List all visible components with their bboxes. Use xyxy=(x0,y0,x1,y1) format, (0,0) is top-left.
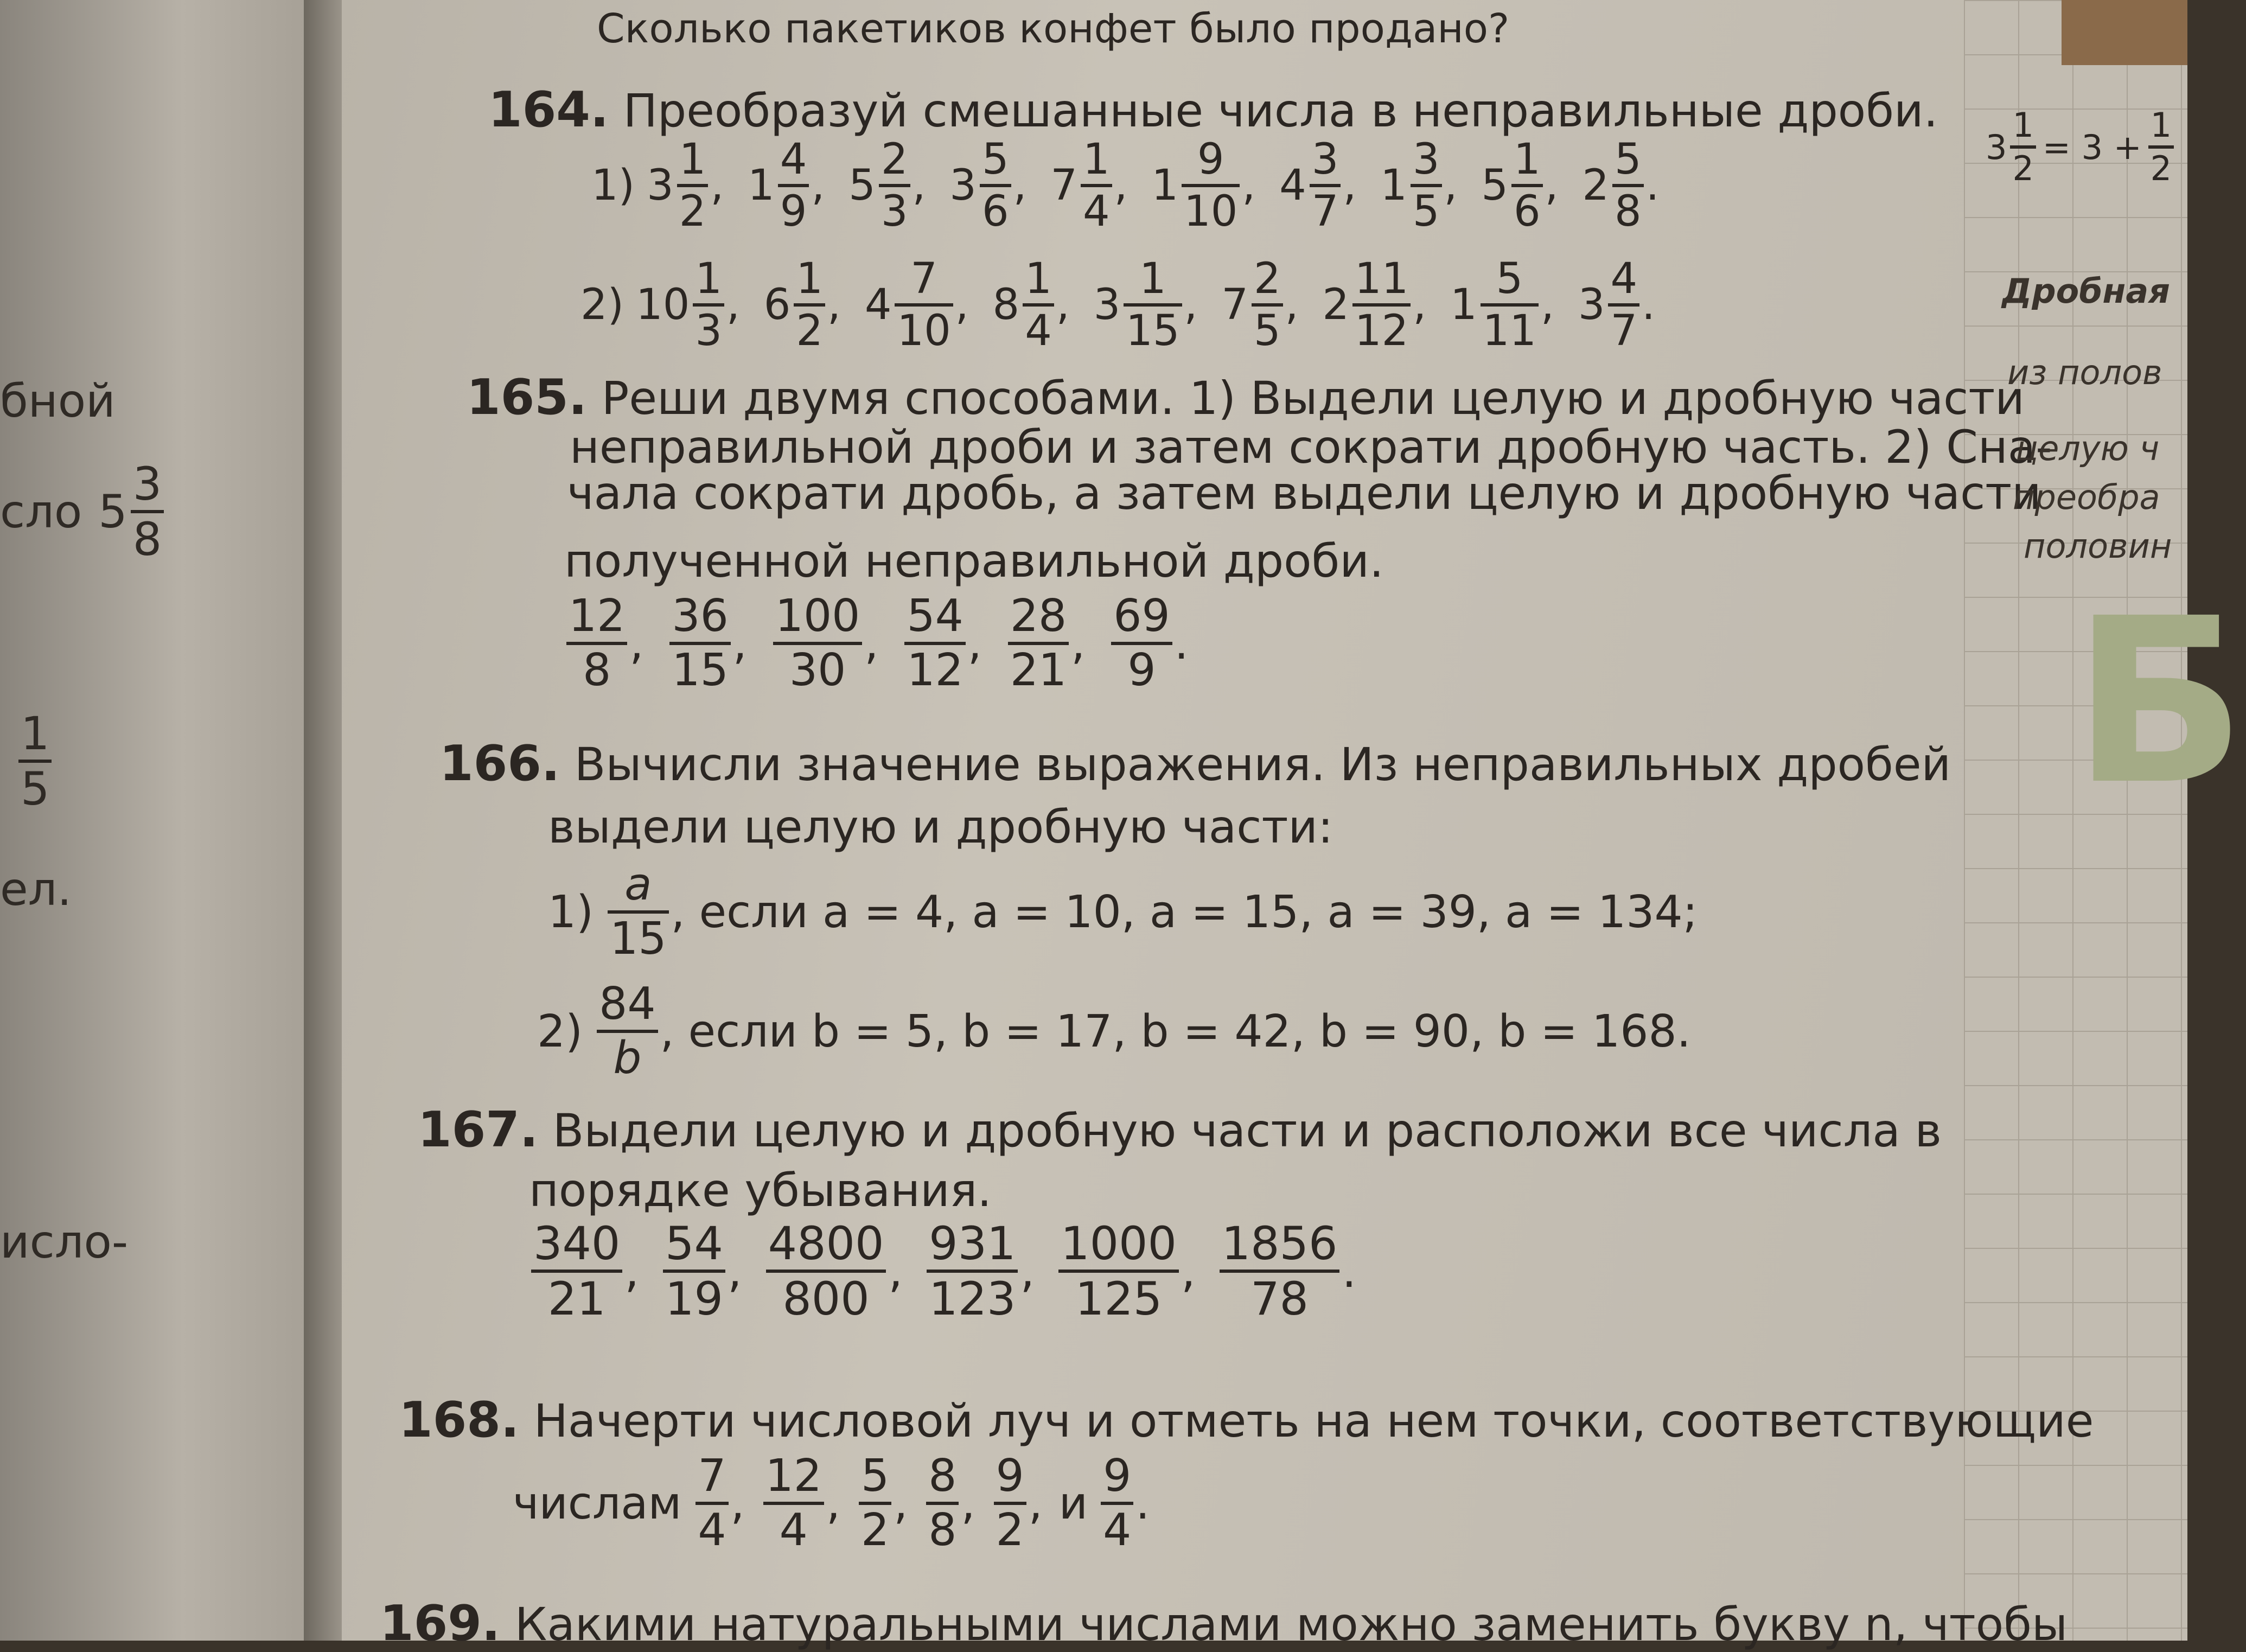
numerator: 9 xyxy=(1197,135,1224,184)
numerator: a xyxy=(624,859,652,910)
whole: 6 xyxy=(763,280,791,329)
task-169-text: Какими натуральными числами можно заменить букву n, чтобы xyxy=(514,1598,2068,1651)
numerator: 1 xyxy=(1513,135,1541,184)
denominator: 30 xyxy=(789,645,846,696)
fraction xyxy=(859,1450,891,1556)
mixed-number xyxy=(848,135,912,236)
task-166-text-1: Вычисли значение выражения. Из неправильных дробей xyxy=(574,738,1951,791)
numerator: 2 xyxy=(880,135,908,184)
denominator: 8 xyxy=(583,645,611,696)
numerator: 54 xyxy=(665,1217,723,1270)
mixed-number xyxy=(1221,254,1285,355)
margin-mixed-number xyxy=(1986,105,2038,188)
improper-fraction xyxy=(773,590,863,696)
comma: , xyxy=(1114,161,1128,210)
whole: 2 xyxy=(1582,161,1610,210)
task-165-line-4: полученной неправильной дроби. xyxy=(564,534,1384,588)
denominator: 2 xyxy=(861,1504,890,1556)
task-164-text: Преобразуй смешанные числа в неправильные дроби. xyxy=(623,84,1938,137)
denominator: 2 xyxy=(2012,149,2034,188)
improper-fraction xyxy=(1008,590,1069,696)
whole: 3 xyxy=(1986,127,2007,167)
comma: , xyxy=(894,1477,908,1529)
left-mixed-whole: 5 xyxy=(98,485,127,538)
comma: , xyxy=(710,161,724,210)
mixed-number xyxy=(1380,135,1444,236)
numerator: 11 xyxy=(1355,254,1409,303)
mixed-number xyxy=(1093,254,1184,355)
numerator: 1 xyxy=(1083,135,1110,184)
left-mixed-frac xyxy=(131,457,164,566)
mixed-number xyxy=(1151,135,1242,236)
denominator: 125 xyxy=(1075,1272,1163,1325)
task-number-166: 166. xyxy=(439,735,560,792)
fraction-part xyxy=(879,135,910,236)
numerator: 5 xyxy=(1496,254,1523,303)
numerator: 12 xyxy=(765,1450,822,1502)
task-165-line-2: неправильной дроби и затем сократи дробную часть. 2) Сна- xyxy=(570,420,2052,474)
denominator: 6 xyxy=(1513,187,1541,236)
fraction-part xyxy=(1310,135,1341,236)
fraction-part xyxy=(1411,135,1442,236)
denominator: 8 xyxy=(132,513,162,566)
margin-frac-rhs xyxy=(2148,105,2174,188)
task-166-line-1 xyxy=(439,735,1951,792)
end-period: . xyxy=(1174,617,1189,669)
numerator: 1 xyxy=(2012,105,2034,145)
improper-fraction xyxy=(669,590,730,696)
fraction-part xyxy=(1608,254,1639,355)
numerator: 4 xyxy=(780,135,807,184)
mixed-number xyxy=(1578,254,1642,355)
end-period: . xyxy=(1642,280,1655,329)
denominator: 4 xyxy=(1083,187,1110,236)
whole: 1 xyxy=(1450,280,1477,329)
fraction-part xyxy=(794,254,825,355)
end-period: . xyxy=(1645,161,1660,210)
fraction-84-over-b xyxy=(597,978,658,1084)
book-gutter xyxy=(304,0,342,1641)
denominator: 4 xyxy=(779,1504,808,1556)
fraction-part xyxy=(1511,135,1543,236)
denominator: 10 xyxy=(1184,187,1238,236)
left-page xyxy=(0,0,304,1641)
numerator: 9 xyxy=(996,1450,1024,1502)
denominator: 19 xyxy=(665,1272,723,1325)
numerator: 7 xyxy=(698,1450,726,1502)
denominator: 15 xyxy=(610,913,667,965)
comma: , xyxy=(727,1245,742,1298)
item-1-condition: , если a = 4, a = 10, a = 15, a = 39, a = 134; xyxy=(671,886,1698,938)
denominator: 21 xyxy=(547,1272,606,1325)
comma: , xyxy=(624,1245,640,1298)
whole: 5 xyxy=(1481,161,1508,210)
numerator: 36 xyxy=(672,590,729,642)
numerator: 4800 xyxy=(768,1217,884,1270)
numerator: 1000 xyxy=(1061,1217,1177,1270)
denominator: 12 xyxy=(1355,307,1409,355)
denominator: 4 xyxy=(1025,307,1052,355)
numerator: 3 xyxy=(132,457,162,511)
margin-note-2: из полов xyxy=(2007,353,2162,392)
mixed-number xyxy=(949,135,1013,236)
numerator: 1 xyxy=(1139,254,1166,303)
task-number-169: 169. xyxy=(380,1595,501,1652)
fraction-part xyxy=(1081,135,1112,236)
numerator: 100 xyxy=(775,590,860,642)
denominator: 2 xyxy=(996,1504,1024,1556)
margin-frac xyxy=(2010,105,2036,188)
task-165-line-1 xyxy=(467,369,2025,426)
comma: , xyxy=(811,161,825,210)
task-167-line-1 xyxy=(418,1101,1942,1158)
task-166-item-2 xyxy=(537,978,1691,1084)
fraction-part xyxy=(1481,254,1539,355)
comma: , xyxy=(726,280,740,329)
numerator: 1 xyxy=(2150,105,2172,145)
numerator: 3 xyxy=(1311,135,1339,184)
task-number-165: 165. xyxy=(467,369,588,426)
comma: , xyxy=(629,617,644,669)
comma: , xyxy=(1413,280,1427,329)
denominator: 9 xyxy=(1127,645,1156,696)
task-number-164: 164. xyxy=(488,81,609,138)
denominator: 8 xyxy=(928,1504,957,1556)
whole: 7 xyxy=(1221,280,1248,329)
comma: , xyxy=(732,617,747,669)
comma: , xyxy=(1285,280,1299,329)
numerator: 2 xyxy=(1253,254,1281,303)
task-169-line-1 xyxy=(380,1595,2068,1652)
denominator: 12 xyxy=(907,645,964,696)
margin-note-5: половин xyxy=(2024,526,2172,566)
fraction-part xyxy=(1124,254,1182,355)
fraction-part xyxy=(1612,135,1644,236)
conjunction-and: и xyxy=(1058,1477,1088,1529)
whole: 4 xyxy=(1279,161,1306,210)
row-label: 2) xyxy=(580,280,624,329)
fraction xyxy=(1101,1450,1133,1556)
task-167-text-1: Выдели целую и дробную части и расположи все числа в xyxy=(552,1104,1942,1157)
denominator: 4 xyxy=(1103,1504,1132,1556)
row-label: 1) xyxy=(591,161,635,210)
improper-fraction xyxy=(1111,590,1172,696)
comma: , xyxy=(1545,161,1559,210)
improper-fraction xyxy=(766,1217,886,1325)
mixed-number xyxy=(864,254,955,355)
denominator: 15 xyxy=(1126,307,1180,355)
margin-formula xyxy=(1986,105,2176,188)
margin-note-1: Дробная xyxy=(2002,271,2170,311)
numerator: 5 xyxy=(981,135,1009,184)
denominator: 78 xyxy=(1250,1272,1309,1325)
task-167-fractions xyxy=(529,1217,1378,1325)
denominator: 800 xyxy=(782,1272,870,1325)
fraction-part xyxy=(980,135,1011,236)
comma: , xyxy=(1181,1245,1196,1298)
left-fragment-5: исло- xyxy=(0,1215,129,1268)
corner-decoration xyxy=(2062,0,2187,65)
fraction-part xyxy=(693,254,724,355)
whole: 4 xyxy=(864,280,892,329)
task-167-line-2: порядке убывания. xyxy=(529,1164,992,1217)
numerator: 1856 xyxy=(1221,1217,1338,1270)
item-2-condition: , если b = 5, b = 17, b = 42, b = 90, b = 168. xyxy=(660,1005,1691,1057)
task-number-168: 168. xyxy=(399,1392,520,1449)
comma: , xyxy=(961,1477,975,1529)
mixed-number xyxy=(748,135,811,236)
left-fragment-4: ел. xyxy=(0,863,72,916)
denominator: 123 xyxy=(929,1272,1016,1325)
fraction-part xyxy=(1252,254,1283,355)
whole: 1 xyxy=(1151,161,1179,210)
numerator: 5 xyxy=(861,1450,890,1502)
mixed-number xyxy=(763,254,827,355)
denominator: 7 xyxy=(1311,187,1339,236)
denominator: 5 xyxy=(1253,307,1281,355)
mixed-number xyxy=(647,135,710,236)
comma: , xyxy=(955,280,969,329)
improper-fraction xyxy=(663,1217,725,1325)
comma: , xyxy=(1028,1477,1043,1529)
mixed-number xyxy=(1322,254,1413,355)
numerator: 9 xyxy=(1103,1450,1132,1502)
fraction-part xyxy=(1352,254,1411,355)
header-line: Сколько пакетиков конфет было продано? xyxy=(597,5,1510,52)
denominator: 21 xyxy=(1010,645,1067,696)
denominator: 2 xyxy=(2150,149,2172,188)
whole: 3 xyxy=(949,161,977,210)
numerator: 12 xyxy=(569,590,626,642)
left-fraction xyxy=(16,707,54,815)
task-164-heading xyxy=(488,81,1938,138)
item-label: 1) xyxy=(548,886,594,938)
task-166-line-2: выдели целую и дробную части: xyxy=(548,800,1333,853)
task-165-text-1: Реши двумя способами. 1) Выдели целую и дробную части xyxy=(601,372,2025,425)
denominator: 5 xyxy=(1412,187,1440,236)
whole: 8 xyxy=(992,280,1020,329)
whole: 3 xyxy=(647,161,674,210)
comma: , xyxy=(888,1245,903,1298)
end-period: . xyxy=(1342,1245,1357,1298)
denominator: 2 xyxy=(679,187,706,236)
denominator: 9 xyxy=(780,187,807,236)
whole: 3 xyxy=(1578,280,1605,329)
improper-fraction xyxy=(1220,1217,1340,1325)
comma: , xyxy=(864,617,879,669)
task-165-fractions xyxy=(564,590,1213,696)
task-166-item-1 xyxy=(548,859,1698,965)
numerator: 340 xyxy=(533,1217,621,1270)
comma: , xyxy=(1444,161,1458,210)
fraction-part xyxy=(677,135,709,236)
fraction xyxy=(763,1450,824,1556)
comma: , xyxy=(730,1477,745,1529)
comma: , xyxy=(967,617,982,669)
whole: 5 xyxy=(848,161,876,210)
comma: , xyxy=(1071,617,1086,669)
left-frac-1-5 xyxy=(18,707,52,815)
numerator: 54 xyxy=(907,590,964,642)
comma: , xyxy=(1541,280,1554,329)
comma: , xyxy=(1020,1245,1035,1298)
task-168-prefix: числам xyxy=(513,1477,682,1529)
numerator: 69 xyxy=(1113,590,1170,642)
task-168-line-1 xyxy=(399,1392,2094,1449)
mixed-number xyxy=(1450,254,1541,355)
task-164-row-1 xyxy=(591,135,1683,236)
numerator: 1 xyxy=(695,254,722,303)
improper-fraction xyxy=(927,1217,1018,1325)
mixed-number xyxy=(1481,135,1545,236)
denominator: 2 xyxy=(796,307,824,355)
task-number-167: 167. xyxy=(418,1101,539,1158)
mixed-number xyxy=(992,254,1056,355)
comma: , xyxy=(1343,161,1357,210)
fraction xyxy=(696,1450,728,1556)
task-168-text-1: Начерти числовой луч и отметь на нем точки, соответствующие xyxy=(533,1394,2094,1447)
numerator: 3 xyxy=(1412,135,1440,184)
mixed-number xyxy=(1279,135,1343,236)
whole: 7 xyxy=(1050,161,1078,210)
whole: 3 xyxy=(1093,280,1121,329)
comma: , xyxy=(827,280,841,329)
margin-note-4: преобра xyxy=(2013,477,2160,517)
numerator: 1 xyxy=(679,135,706,184)
numerator: 7 xyxy=(910,254,937,303)
denominator: b xyxy=(613,1032,642,1084)
comma: , xyxy=(912,161,926,210)
task-168-fractions xyxy=(513,1450,1150,1556)
task-164-row-2 xyxy=(580,254,1679,355)
numerator: 28 xyxy=(1010,590,1067,642)
fraction-part xyxy=(778,135,809,236)
comma: , xyxy=(826,1477,841,1529)
whole: 1 xyxy=(748,161,775,210)
denominator: 8 xyxy=(1615,187,1642,236)
denominator: 11 xyxy=(1482,307,1537,355)
margin-formula-rhs: = 3 + xyxy=(2042,127,2142,167)
improper-fraction xyxy=(1058,1217,1179,1325)
denominator: 15 xyxy=(672,645,729,696)
numerator: 8 xyxy=(928,1450,957,1502)
left-fragment-2 xyxy=(0,457,166,566)
numerator: 5 xyxy=(1615,135,1642,184)
improper-fraction xyxy=(566,590,627,696)
denominator: 3 xyxy=(880,187,908,236)
mixed-number xyxy=(636,254,726,355)
comma: , xyxy=(1056,280,1070,329)
fraction xyxy=(994,1450,1026,1556)
denominator: 5 xyxy=(21,762,50,815)
comma: , xyxy=(1013,161,1027,210)
item-label: 2) xyxy=(537,1005,583,1057)
numerator: 4 xyxy=(1610,254,1638,303)
fraction-part xyxy=(1182,135,1240,236)
chapter-letter-watermark: Б xyxy=(2072,570,2246,835)
improper-fraction xyxy=(531,1217,622,1325)
left-fragment-2-text: сло xyxy=(0,485,82,538)
numerator: 84 xyxy=(599,978,656,1030)
whole: 2 xyxy=(1322,280,1350,329)
denominator: 6 xyxy=(981,187,1009,236)
numerator: 1 xyxy=(21,707,50,760)
mixed-number xyxy=(1050,135,1114,236)
numerator: 1 xyxy=(796,254,824,303)
mixed-number xyxy=(1582,135,1645,236)
comma: , xyxy=(1242,161,1256,210)
numerator: 931 xyxy=(929,1217,1016,1270)
denominator: 3 xyxy=(695,307,722,355)
comma: , xyxy=(1184,280,1198,329)
end-period: . xyxy=(1135,1477,1150,1529)
fraction-part xyxy=(1023,254,1054,355)
left-fragment-1: бной xyxy=(0,374,116,428)
task-165-line-3: чала сократи дробь, а затем выдели целую и дробную части xyxy=(567,467,2041,520)
left-mixed-number xyxy=(98,457,166,566)
denominator: 10 xyxy=(897,307,951,355)
fraction xyxy=(926,1450,959,1556)
denominator: 7 xyxy=(1610,307,1638,355)
fraction-a-over-15 xyxy=(608,859,668,965)
denominator: 4 xyxy=(698,1504,726,1556)
whole: 1 xyxy=(1380,161,1407,210)
whole: 10 xyxy=(636,280,690,329)
improper-fraction xyxy=(904,590,965,696)
numerator: 1 xyxy=(1025,254,1052,303)
fraction-part xyxy=(895,254,953,355)
margin-note-3: целую ч xyxy=(2015,429,2160,468)
